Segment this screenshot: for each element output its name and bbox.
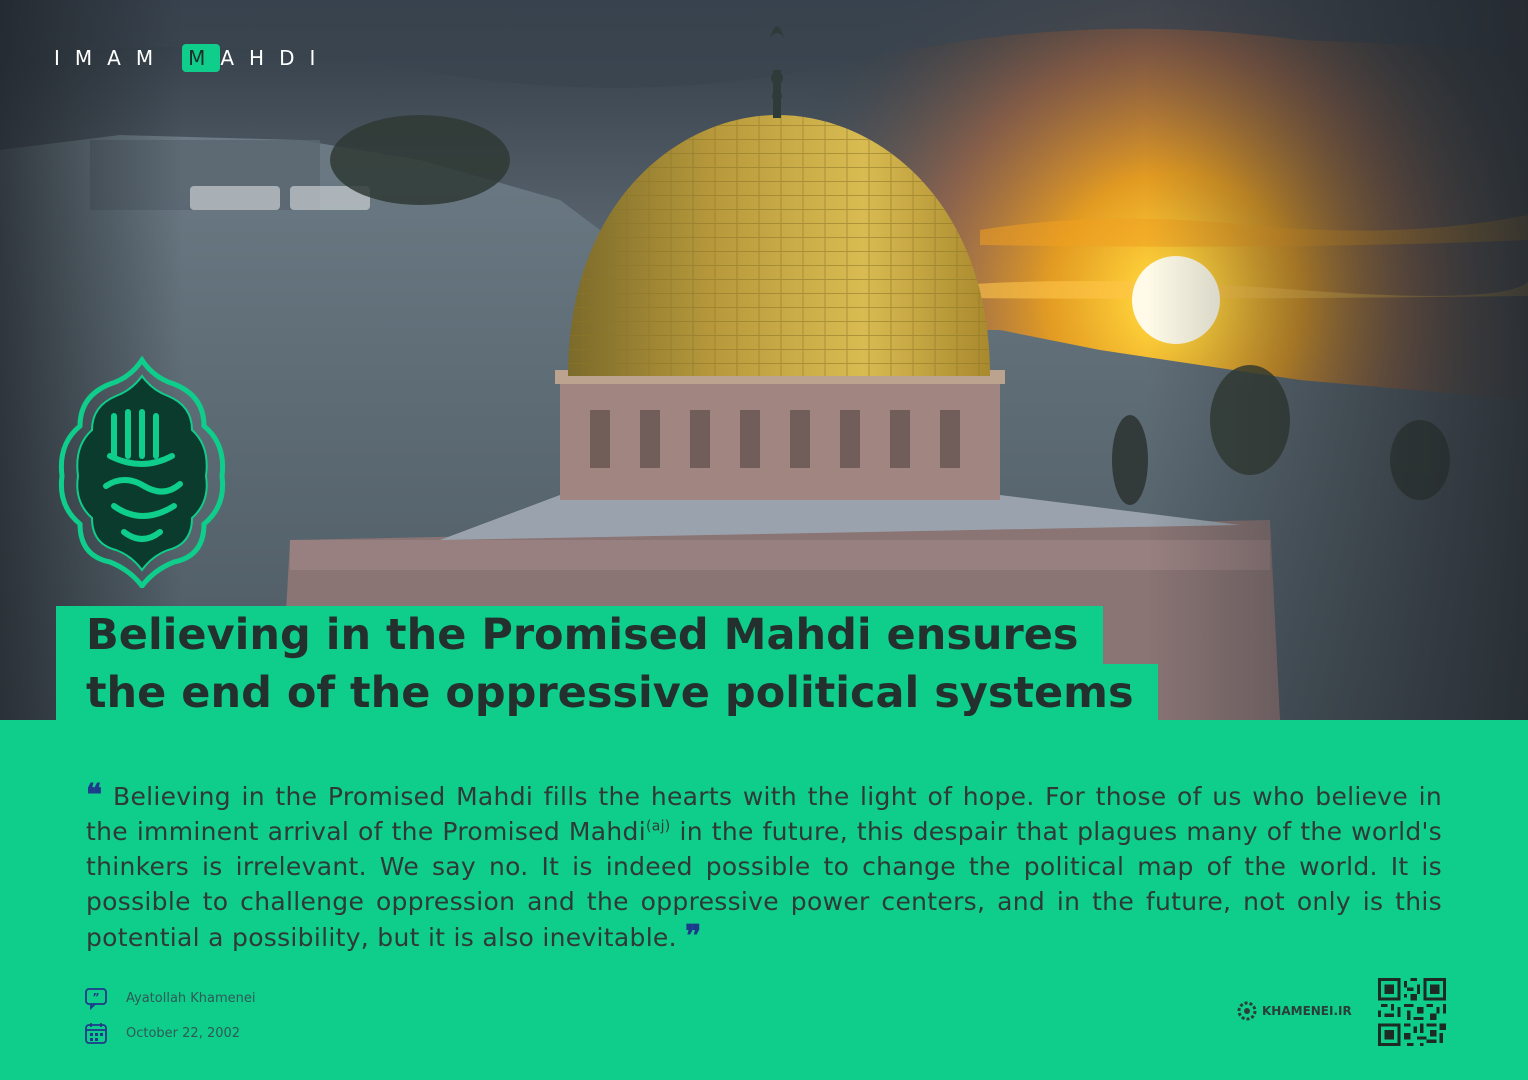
site-logo-icon xyxy=(1236,1000,1258,1022)
qr-code-icon[interactable] xyxy=(1378,978,1446,1046)
author-name: Ayatollah Khamenei xyxy=(126,990,256,1006)
svg-text:”: ” xyxy=(92,991,100,1004)
quote-superscript: (aj) xyxy=(645,818,671,835)
quote-text-part1: Believing in the Promised Mahdi fills the hearts with the light of hope. For those of us who believe in the imminent arrival of the Promised Mahdi xyxy=(86,782,1443,846)
speech-quote-icon xyxy=(84,986,108,1010)
brand-part1: IMAM xyxy=(54,46,169,70)
quote-body xyxy=(86,778,1442,955)
calendar-icon xyxy=(84,1021,108,1045)
ya-mahdi-emblem-icon xyxy=(54,356,230,588)
site-logo[interactable] xyxy=(1236,1000,1352,1022)
author-row xyxy=(84,986,256,1010)
headline-line-1: Believing in the Promised Mahdi ensures xyxy=(56,606,1103,664)
brand-part2: AHDI xyxy=(220,46,331,70)
open-quote-icon: ❝ xyxy=(86,778,103,813)
publish-date: October 22, 2002 xyxy=(126,1025,241,1041)
site-label: KHAMENEI.IR xyxy=(1262,1004,1352,1018)
brand-highlight: M xyxy=(182,44,220,72)
headline-line-2: the end of the oppressive political systems xyxy=(56,664,1158,722)
quote-text-part2: in the future, this despair that plagues many of the world's thinkers is irrelevant. We say no. It is indeed possible to change the political map of the world. It is possible to challenge oppression and the oppressive power centers, and in the future, not only is this potential a possibility, but it is also inevitable. xyxy=(86,817,1442,952)
brand-logo xyxy=(54,44,330,72)
date-row xyxy=(84,1021,240,1045)
close-quote-icon: ❞ xyxy=(685,919,702,954)
